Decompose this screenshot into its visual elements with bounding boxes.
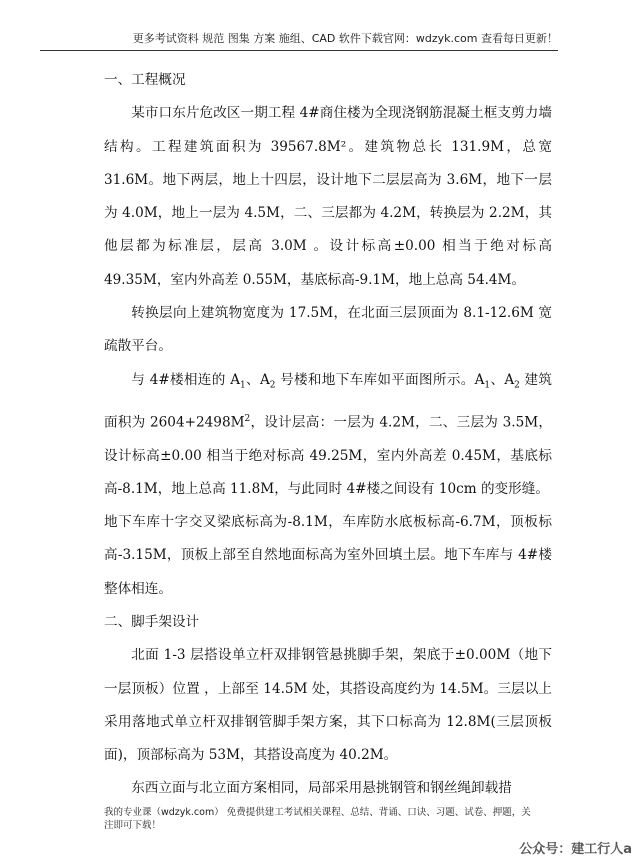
paragraph-transfer-floor: 转换层向上建筑物宽度为 17.5M，在北面三层顶面为 8.1-12.6M 宽疏散平台。 [104,305,552,355]
paragraph-underground-garage: 地下车库十字交叉梁底标高为-8.1M，车库防水底板标高-6.7M，顶板标高-3.15M，顶板上部至自然地面标高为室外回填土层。地下车库与 4#楼整体相连。 [104,514,552,597]
wechat-watermark: 公众号：建工行人a [519,842,632,857]
section-heading-scaffold: 二、脚手架设计 [104,614,200,630]
section-heading-overview: 一、工程概况 [104,72,186,88]
page-header: 更多考试资料 规范 图集 方案 施组、CAD 软件下载官网：wdzyk.com 查看每日更新！ [40,30,558,51]
paragraph-north-scaffold: 北面 1-3 层搭设单立杆双排钢管悬挑脚手架，架底于±0.00M（地下一层顶板）位置 ，上部至 14.5M 处，其搭设高度约为 14.5M。三层以上采用落地式单立杆双排钢管脚手架方案，其下口标高为 12.8M(三层顶板面)，顶部标高为 53M，其搭设高度为 40.2M。 [104,647,552,764]
paragraph-project-summary: 某市口东片危改区一期工程 4#商住楼为全现浇钢筋混凝土框支剪力墙结构。工程建筑面积为 39567.8M²。建筑物总长 131.9M，总宽 31.6M。地下两层，地上十四层，设计地下二层层高为 3.6M，地下一层为 4.0M，地上一层为 4.5M，二、三层都为 4.2M，转换层为 2.2M，其他层都为标准层，层高 3.0M 。设计标高±0.00 相当于绝对标高 49.35M，室内外高差 0.55M，基底标高-9.1M，地上总高 54.4M。 [104,105,552,288]
paragraph-adjacent-buildings: 与 4#楼相连的 $A_1$、$A_2$ 号楼和地下车库如平面图所示。$A_1$、$A_2$ 建筑面积为 $2604+2498M^2$，设计层高：一层为 4.2M，二、三层为 3.5M，设计标高±0.00 相当于绝对标高 49.25M，室内外高差 0.45M，基底标高-8.1M，地上总高 11.8M，与此同时 4#楼之间设有 10cm 的变形缝。 [104,371,553,497]
document-body [104,64,552,806]
page-footer: 我的专业课（wdzyk.com） 免费提供建工考试相关课程、总结、背诵、口诀、习题、试卷、押题，关注即可下载！ [104,807,531,831]
paragraph-east-west-scaffold: 东西立面与北立面方案相同，局部采用悬挑钢管和钢丝绳卸载措 [131,780,512,797]
